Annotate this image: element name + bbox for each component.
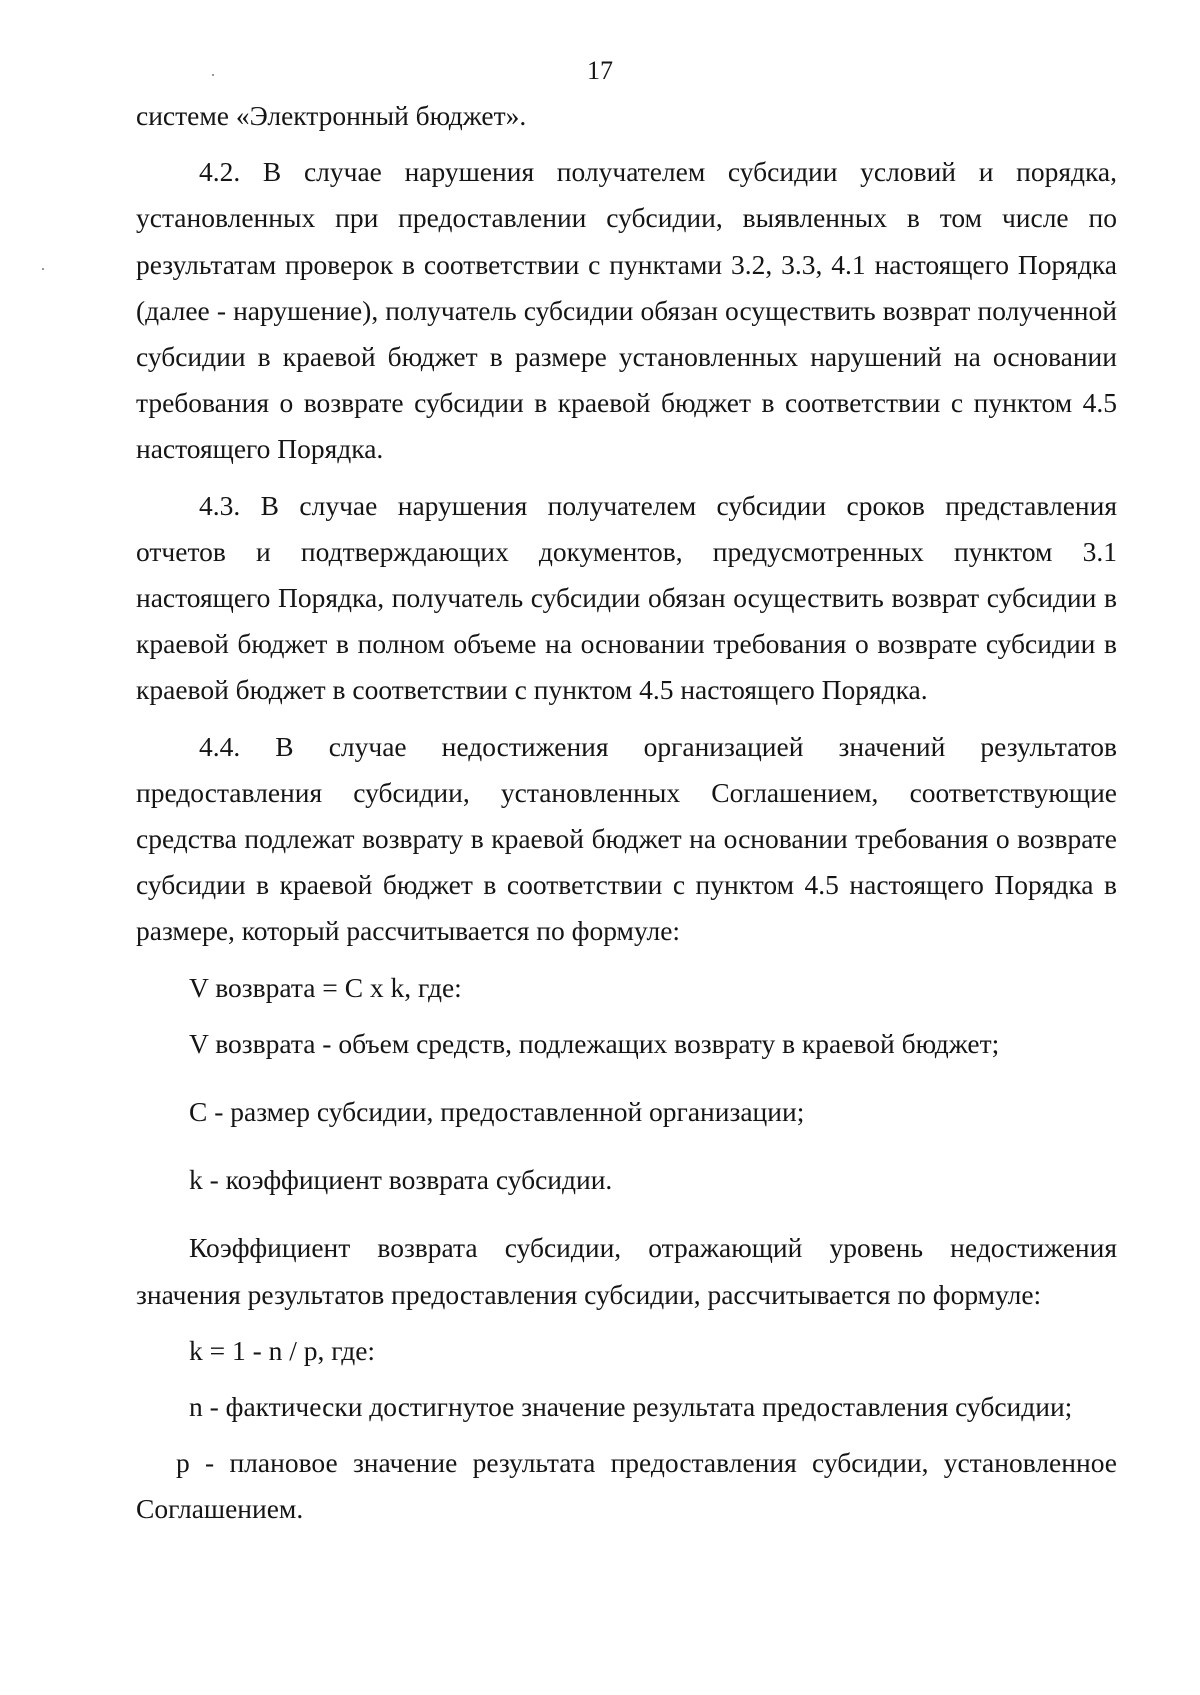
formula-v-return: V возврата = C x k, где: xyxy=(189,971,462,1003)
paragraph-4-2: 4.2. В случае нарушения получателем субсидии условий и порядка, установленных при предоставлении субсидии, выявленных в том числе по результатам проверок в соответствии с пунктами 3.2, 3.3, 4.1 настоящего Порядка (далее - нарушение), получатель субсидии обязан осуществить возврат полученной субсидии в краевой бюджет в размере установленных нарушений на основании требования о возврате субсидии в краевой бюджет в соответствии с пунктом 4.5 настоящего Порядка. xyxy=(136,156,1117,465)
paragraph-4-3: 4.3. В случае нарушения получателем субсидии сроков представления отчетов и подтверждающих документов, предусмотренных пунктом 3.1 настоящего Порядка, получатель субсидии обязан осуществить возврат субсидии в краевой бюджет в полном объеме на основании требования о возврате субсидии в краевой бюджет в соответствии с пунктом 4.5 настоящего Порядка. xyxy=(136,489,1117,706)
scan-speck xyxy=(42,268,44,270)
definition-c: C - размер субсидии, предоставленной организации; xyxy=(189,1096,805,1128)
document-body xyxy=(136,93,1117,1533)
formula-k: k = 1 - n / p, где: xyxy=(189,1334,376,1366)
paragraph-continuation: системе «Электронный бюджет». xyxy=(136,100,527,131)
paragraph-4-4: 4.4. В случае недостижения организацией значений результатов предоставления субсидии, установленных Соглашением, соответствующие средства подлежат возврату в краевой бюджет на основании требования о возврате субсидии в краевой бюджет в соответствии с пунктом 4.5 настоящего Порядка в размере, который рассчитывается по формуле: xyxy=(136,730,1117,947)
definition-k: k - коэффициент возврата субсидии. xyxy=(189,1164,613,1196)
definition-p: p - плановое значение результата предоставления субсидии, установленное Соглашением. xyxy=(136,1447,1117,1525)
definition-n: n - фактически достигнутое значение результата предоставления субсидии; xyxy=(189,1391,1073,1423)
paragraph-coefficient: Коэффициент возврата субсидии, отражающий уровень недостижения значения результатов предоставления субсидии, рассчитывается по формуле: xyxy=(136,1232,1117,1310)
page-number: 17 xyxy=(587,56,613,85)
definition-v: V возврата - объем средств, подлежащих возврату в краевой бюджет; xyxy=(189,1027,1000,1059)
